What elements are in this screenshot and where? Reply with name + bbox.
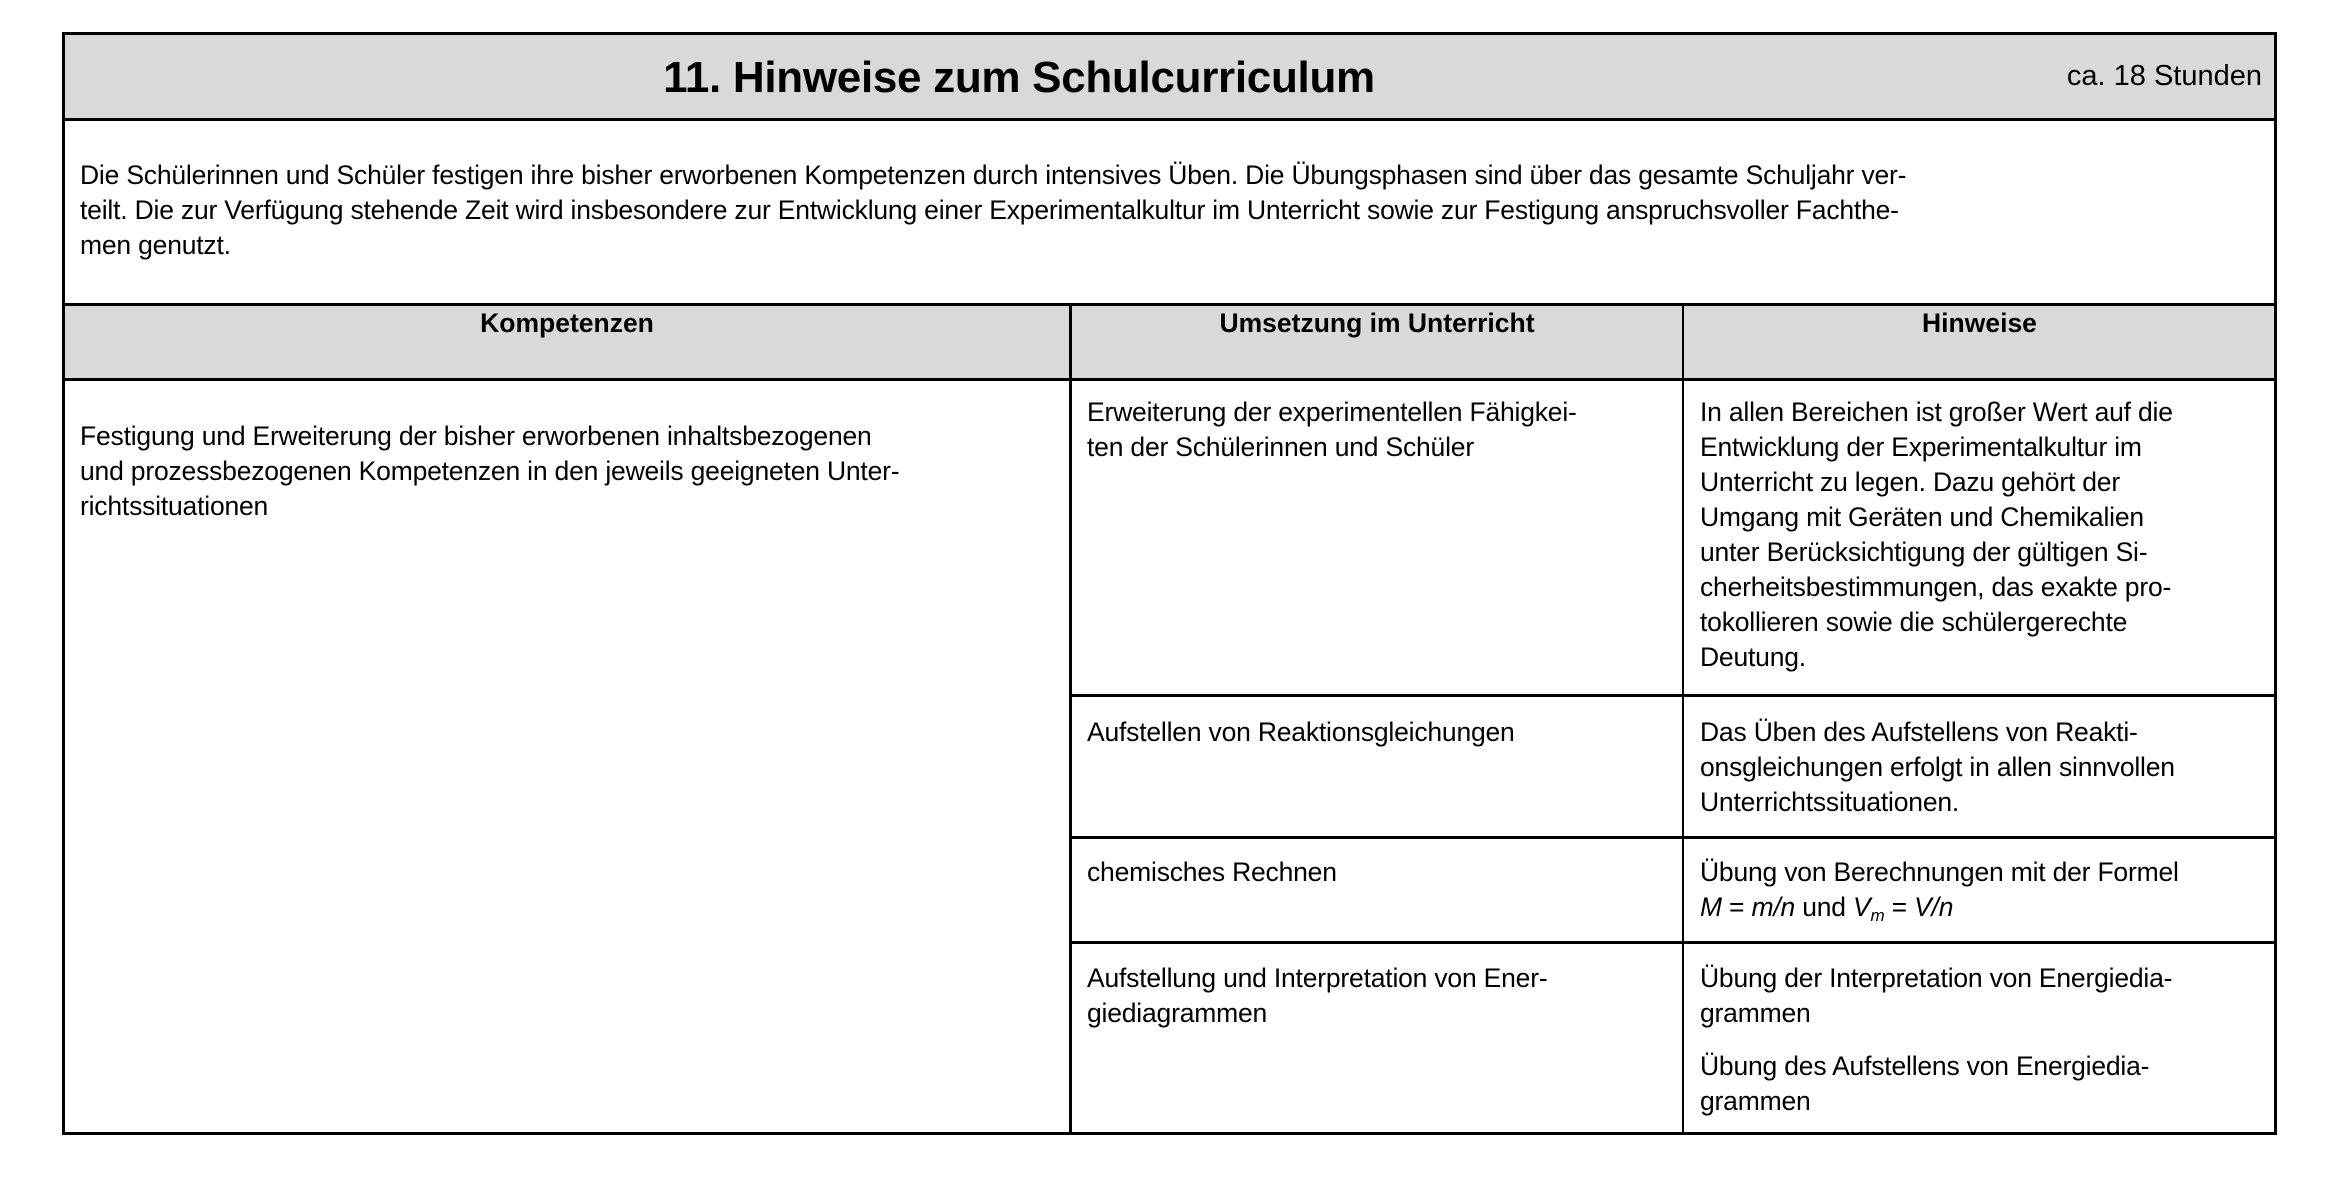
formula-conjunction: und xyxy=(1795,892,1854,922)
formula-equals: = xyxy=(1721,892,1752,922)
column-header-kompetenzen: Kompetenzen xyxy=(480,308,654,338)
formula-molar-volume-expr: V/n xyxy=(1914,892,1954,922)
umsetzung-line: Aufstellen von Reaktionsgleichungen xyxy=(1087,717,1515,747)
hinweise-line: Übung des Aufstellens von Energiedia- xyxy=(1700,1051,2150,1081)
hinweise-line: tokollieren sowie die schülergerechte xyxy=(1700,607,2128,637)
hinweise-line: Das Üben des Aufstellens von Reakti- xyxy=(1700,717,2138,747)
kompetenz-line: Festigung und Erweiterung der bisher erworbenen inhaltsbezogenen xyxy=(80,421,872,451)
border-bottom xyxy=(62,1132,2277,1135)
kompetenz-line: richtssituationen xyxy=(80,491,269,521)
formula-equals: = xyxy=(1884,892,1915,922)
section-title: 11. Hinweise zum Schulcurriculum xyxy=(663,53,1375,102)
formula-molar-mass-expr: m/n xyxy=(1751,892,1796,922)
hinweise-line: Unterricht zu legen. Dazu gehört der xyxy=(1700,467,2120,497)
row-divider-2 xyxy=(1069,836,2277,839)
row-divider-3 xyxy=(1069,941,2277,944)
hinweise-line: Entwicklung der Experimentalkultur im xyxy=(1700,432,2142,462)
hinweise-line: Übung der Interpretation von Energiedia- xyxy=(1700,963,2173,993)
hinweise-line: cherheitsbestimmungen, das exakte pro- xyxy=(1700,572,2172,602)
column-divider-2 xyxy=(1682,303,1684,1134)
hinweise-line: grammen xyxy=(1700,1086,1811,1116)
divider-title xyxy=(62,118,2277,121)
umsetzung-line: chemisches Rechnen xyxy=(1087,857,1337,887)
column-header-umsetzung: Umsetzung im Unterricht xyxy=(1219,308,1535,338)
formula-molar-volume-symbol: V xyxy=(1853,892,1871,922)
intro-line: teilt. Die zur Verfügung stehende Zeit wird insbesondere zur Entwicklung einer Experimentalkultur im Unterricht sowie zur Festigung anspruchsvoller Fachthe- xyxy=(80,195,1899,225)
formula-molar-mass-symbol: M xyxy=(1700,892,1722,922)
divider-intro xyxy=(62,303,2277,306)
kompetenz-line: und prozessbezogenen Kompetenzen in den jeweils geeigneten Unter- xyxy=(80,456,900,486)
umsetzung-line: Aufstellung und Interpretation von Ener- xyxy=(1087,963,1548,993)
intro-line: men genutzt. xyxy=(80,230,231,260)
umsetzung-line: Erweiterung der experimentellen Fähigkei- xyxy=(1087,397,1577,427)
hinweise-line: In allen Bereichen ist großer Wert auf die xyxy=(1700,397,2173,427)
row-divider-1 xyxy=(1069,694,2277,697)
hinweise-line: Übung von Berechnungen mit der Formel xyxy=(1700,857,2179,887)
hinweise-line: onsgleichungen erfolgt in allen sinnvollen xyxy=(1700,752,2175,782)
formula-line xyxy=(1700,890,1953,926)
formula-molar-volume-subscript: m xyxy=(1870,906,1885,925)
hinweise-line: Unterrichtssituationen. xyxy=(1700,787,1960,817)
hinweise-line: grammen xyxy=(1700,998,1811,1028)
column-header-hinweise: Hinweise xyxy=(1922,308,2037,338)
hinweise-line: Umgang mit Geräten und Chemikalien xyxy=(1700,502,2144,532)
border-left xyxy=(62,32,65,1135)
umsetzung-line: ten der Schülerinnen und Schüler xyxy=(1087,432,1474,462)
hinweise-line: Deutung. xyxy=(1700,642,1806,672)
border-right xyxy=(2274,32,2277,1135)
column-divider-1 xyxy=(1069,303,1072,1134)
border-top xyxy=(62,32,2277,35)
umsetzung-line: giediagrammen xyxy=(1087,998,1268,1028)
duration-label: ca. 18 Stunden xyxy=(2066,60,2262,92)
divider-header xyxy=(62,378,2277,381)
hinweise-line: unter Berücksichtigung der gültigen Si- xyxy=(1700,537,2148,567)
intro-line: Die Schülerinnen und Schüler festigen ihre bisher erworbenen Kompetenzen durch intensives Üben. Die Übungsphasen sind über das gesamte Schuljahr ver- xyxy=(80,160,1907,190)
